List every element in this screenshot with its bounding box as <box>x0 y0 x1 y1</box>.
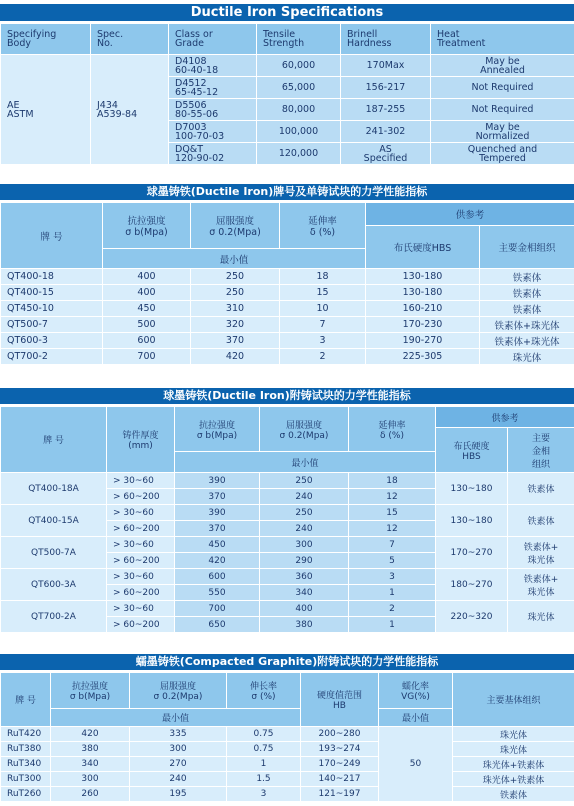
header-yield: 屈服强度 σ 0.2(Mpa) <box>130 673 227 709</box>
spec-number: J434 A539-84 <box>91 55 169 165</box>
ductile-iron-spec-title: Ductile Iron Specifications <box>0 4 574 21</box>
table-row: QT700-2A > 30~60 700 400 2 220~320 珠光体 <box>1 601 574 617</box>
table-row: > 60~200 370 240 12 <box>1 489 574 505</box>
header-tensile: 抗拉强度 σ b(Mpa) <box>51 673 130 709</box>
header-grade: 牌 号 <box>1 203 103 269</box>
header-elongation: 伸长率 σ (%) <box>227 673 301 709</box>
header-class-grade: Class or Grade <box>169 24 257 55</box>
table-row: > 60~200 420 290 5 <box>1 553 574 569</box>
header-heat-treatment: Heat Treatment <box>431 24 574 55</box>
header-grade: 牌 号 <box>1 407 107 473</box>
table-row: > 60~200 370 240 12 <box>1 521 574 537</box>
header-tensile: Tensile Strength <box>257 24 341 55</box>
table-row: QT400-18A > 30~60 390 250 18 130~180 铁素体 <box>1 473 574 489</box>
header-structure: 主要基体组织 <box>453 673 574 727</box>
header-specifying-body: Specifying Body <box>1 24 91 55</box>
header-vermicularity: 蠕化率 VG(%) <box>379 673 453 709</box>
header-tensile: 抗拉强度 σ b(Mpa) <box>103 203 191 249</box>
table-row: RuT260 260 195 3 121~197 铁素体 <box>1 787 574 802</box>
header-yield: 屈服强度 σ 0.2(Mpa) <box>260 407 349 452</box>
table-row: D7003 100-70-03 100,000 241-302 May be Normalized <box>1 121 574 143</box>
header-elongation: 延伸率 δ (%) <box>349 407 436 452</box>
header-yield: 屈服强度 σ 0.2(Mpa) <box>191 203 280 249</box>
header-spec-no: Spec. No. <box>91 24 169 55</box>
header-tensile: 抗拉强度 σ b(Mpa) <box>175 407 260 452</box>
table-row: QT600-3 600 370 3 190-270 铁素体+珠光体 <box>1 333 574 349</box>
vermicularity-value: 50 <box>379 727 453 802</box>
table-row: QT600-3A > 30~60 600 360 3 180~270 铁素体+ 珠光体 <box>1 569 574 585</box>
header-thickness: 铸件厚度 (mm) <box>107 407 175 473</box>
header-hardness-range: 硬度值范围 HB <box>301 673 379 727</box>
header-for-reference: 供参考 <box>436 407 574 428</box>
ductile-iron-attached-casting-table <box>0 406 574 633</box>
header-minimum: 最小值 <box>103 249 366 269</box>
table-row: QT400-15A > 30~60 390 250 15 130~180 铁素体 <box>1 505 574 521</box>
table-row: D5506 80-55-06 80,000 187-255 Not Required <box>1 99 574 121</box>
header-hbs: 布氏硬度HBS <box>366 226 480 269</box>
header-minimum: 最小值 <box>51 709 301 727</box>
table-row: RuT340 340 270 1 170~249 珠光体+铁素体 <box>1 757 574 772</box>
header-for-reference: 供参考 <box>366 203 574 226</box>
header-elongation: 延伸率 δ (%) <box>280 203 366 249</box>
table-row: RuT420 420 335 0.75 200~280 50 珠光体 <box>1 727 574 742</box>
ductile-iron-single-casting-title: 球墨铸铁(Ductile Iron)牌号及单铸试块的力学性能指标 <box>0 184 574 200</box>
ductile-iron-attached-casting-title: 球墨铸铁(Ductile Iron)附铸试块的力学性能指标 <box>0 388 574 404</box>
table-row: QT500-7 500 320 7 170-230 铁素体+珠光体 <box>1 317 574 333</box>
header-brinell: Brinell Hardness <box>341 24 431 55</box>
header-minimum: 最小值 <box>175 452 436 473</box>
table-row: QT500-7A > 30~60 450 300 7 170~270 铁素体+ 珠光体 <box>1 537 574 553</box>
spec-header-row <box>1 24 574 55</box>
table-row: QT700-2 700 420 2 225-305 珠光体 <box>1 349 574 365</box>
table-row: QT400-15 400 250 15 130-180 铁素体 <box>1 285 574 301</box>
table-row: D4512 65-45-12 65,000 156-217 Not Required <box>1 77 574 99</box>
ductile-iron-single-casting-table <box>0 202 574 365</box>
header-hbs: 布氏硬度 HBS <box>436 428 508 473</box>
table-row: DQ&T 120-90-02 120,000 AS Specified Quenched and Tempered <box>1 143 574 165</box>
table-row: > 60~200 650 380 1 <box>1 617 574 633</box>
table-row: QT450-10 450 310 10 160-210 铁素体 <box>1 301 574 317</box>
header-structure: 主要金相组织 <box>480 226 574 269</box>
table-row: QT400-18 400 250 18 130-180 铁素体 <box>1 269 574 285</box>
compacted-graphite-table <box>0 672 574 802</box>
ductile-iron-spec-table <box>0 23 574 165</box>
header-grade: 牌 号 <box>1 673 51 727</box>
header-structure: 主要 金相 组织 <box>508 428 574 473</box>
header-minimum-vg: 最小值 <box>379 709 453 727</box>
table-row: AE ASTM J434 A539-84 D4108 60-40-18 60,000 170Max May be Annealed <box>1 55 574 77</box>
specifying-body: AE ASTM <box>1 55 91 165</box>
table-row: > 60~200 550 340 1 <box>1 585 574 601</box>
compacted-graphite-title: 蠕墨铸铁(Compacted Graphite)附铸试块的力学性能指标 <box>0 654 574 670</box>
table-row: RuT300 300 240 1.5 140~217 珠光体+铁素体 <box>1 772 574 787</box>
table-row: RuT380 380 300 0.75 193~274 珠光体 <box>1 742 574 757</box>
